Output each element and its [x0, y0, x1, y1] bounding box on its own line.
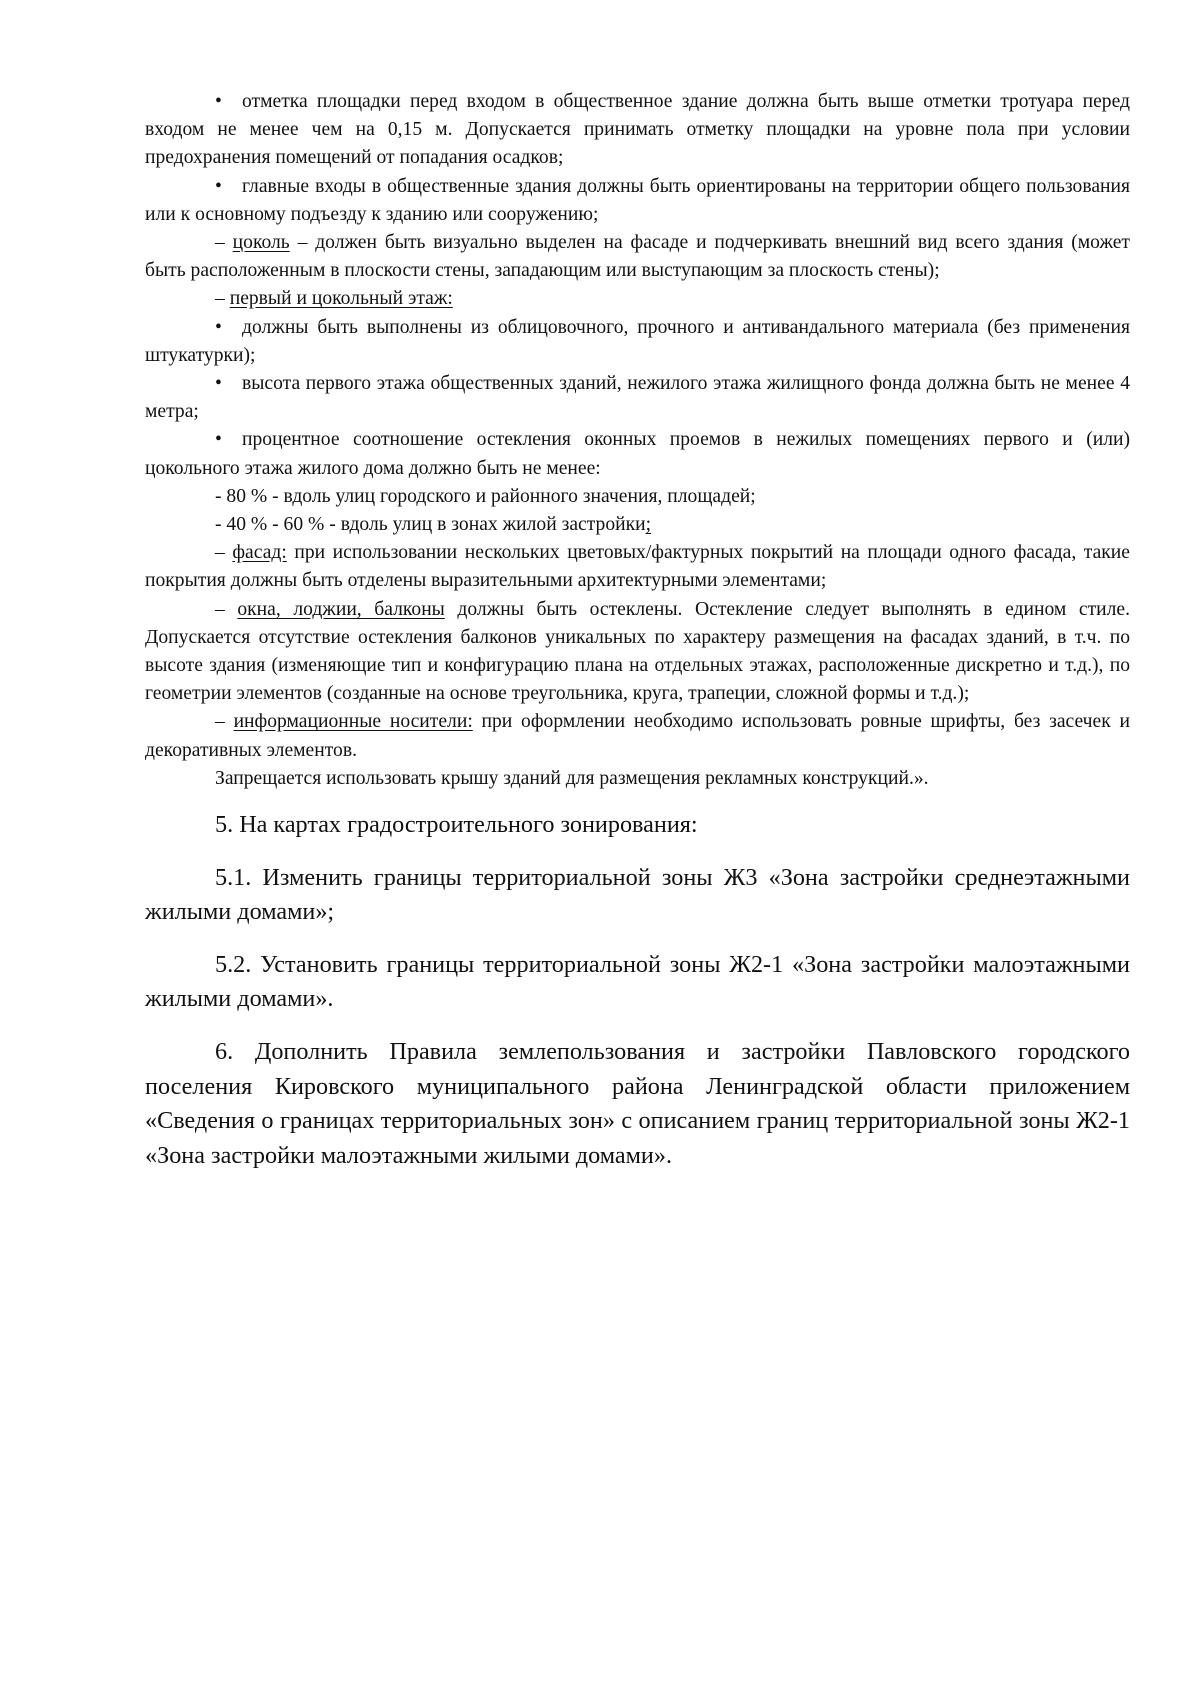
paragraph-facade [145, 539, 1130, 595]
dash: – [215, 542, 233, 564]
paragraph-text: отметка площадки перед входом в общественное здание должна быть выше отметки тротуара перед входом не менее чем на 0,15 м. Допускается принимать отметку площадки на уровне пола при условии предохранения помещений от попадания осадков; [145, 91, 1130, 169]
paragraph-first-floor-heading [145, 285, 1130, 313]
bullet: • [215, 373, 222, 395]
paragraph-text: при оформлении необходимо использовать ровные шрифты, без засечек и декоративных элементов. [145, 711, 1130, 761]
bullet: • [215, 429, 222, 451]
bullet: • [215, 91, 222, 112]
paragraph-text: при использовании нескольких цветовых/фактурных покрытий на площади одного фасада, такие покрытия должны быть отделены выразительными архитектурными элементами; [145, 542, 1130, 592]
dash: – [215, 711, 234, 733]
paragraph-plinth [145, 229, 1130, 285]
paragraph-windows-balconies [145, 596, 1130, 709]
paragraph-entrance-level [145, 88, 1130, 173]
paragraph-glazing-40-60 [145, 511, 1130, 539]
paragraph-change-zone-zh3: 5.1. Изменить границы территориальной зоны Ж3 «Зона застройки среднеэтажными жилыми домами»; [145, 863, 1130, 926]
paragraph-main-entrances [145, 173, 1130, 229]
paragraph-text: – должен быть визуально выделен на фасаде и подчеркивать внешний вид всего здания (может быть расположенным в плоскости стены, западающим или выступающим за плоскость стены); [145, 232, 1130, 282]
paragraph-text: должны быть остеклены. Остекление следует выполнять в едином стиле. Допускается отсутствие остекления балконов уникальных по характеру размещения на фасадах зданий, в т.ч. по высоте здания (изменяющие тип и конфигурацию плана на отдельных этажах, расположенные дискретно и т.д.), по геометрии элементов (созданные на основе треугольника, круга, трапеции, сложной формы и т.д.); [145, 598, 1130, 705]
paragraph-text: - 40 % - 60 % - вдоль улиц в зонах жилой застройки [215, 514, 646, 536]
paragraph-glazing-ratio [145, 426, 1130, 482]
document-page [145, 88, 1130, 1173]
paragraph-zoning-maps: 5. На картах градостроительного зонирования: [215, 811, 698, 839]
paragraph-facing-material [145, 314, 1130, 370]
term-first-floor: первый и цокольный этаж: [229, 288, 453, 310]
paragraph-text: высота первого этажа общественных зданий, нежилого этажа жилищного фонда должна быть не менее 4 метра; [145, 373, 1130, 423]
paragraph-information-carriers [145, 708, 1130, 764]
paragraph-glazing-80: - 80 % - вдоль улиц городского и районного значения, площадей; [215, 485, 756, 507]
term-facade: фасад: [232, 542, 287, 564]
paragraph-text: главные входы в общественные здания должны быть ориентированы на территории общего пользования или к основному подъезду к зданию или сооружению; [145, 175, 1130, 225]
term-plinth: цоколь [232, 232, 290, 254]
term-windows-balconies: окна, лоджии, балконы [237, 598, 445, 620]
bullet: • [215, 175, 222, 197]
paragraph-establish-zone-zh2-1: 5.2. Установить границы территориальной зоны Ж2-1 «Зона застройки малоэтажными жилыми домами». [145, 950, 1130, 1013]
dash: – [215, 288, 230, 310]
dash: – [215, 598, 238, 620]
paragraph-text: процентное соотношение остекления оконных проемов в нежилых помещениях первого и (или) цокольного этажа жилого дома должно быть не менее: [145, 429, 1130, 479]
paragraph-roof-advertising: Запрещается использовать крышу зданий для размещения рекламных конструкций.». [215, 767, 929, 789]
paragraph-floor-height [145, 370, 1130, 426]
paragraph-punctuation: ; [645, 514, 652, 536]
dash: – [215, 232, 233, 254]
term-information-carriers: информационные носители: [233, 711, 473, 733]
paragraph-text: должны быть выполнены из облицовочного, прочного и антивандального материала (без применения штукатурки); [145, 316, 1130, 366]
bullet: • [215, 316, 222, 338]
paragraph-supplement-rules: 6. Дополнить Правила землепользования и застройки Павловского городского поселения Кировского муниципального района Ленинградской области приложением «Сведения о границах территориальных зон» с описанием границ территориальной зоны Ж2-1 «Зона застройки малоэтажными жилыми домами». [145, 1038, 1130, 1169]
